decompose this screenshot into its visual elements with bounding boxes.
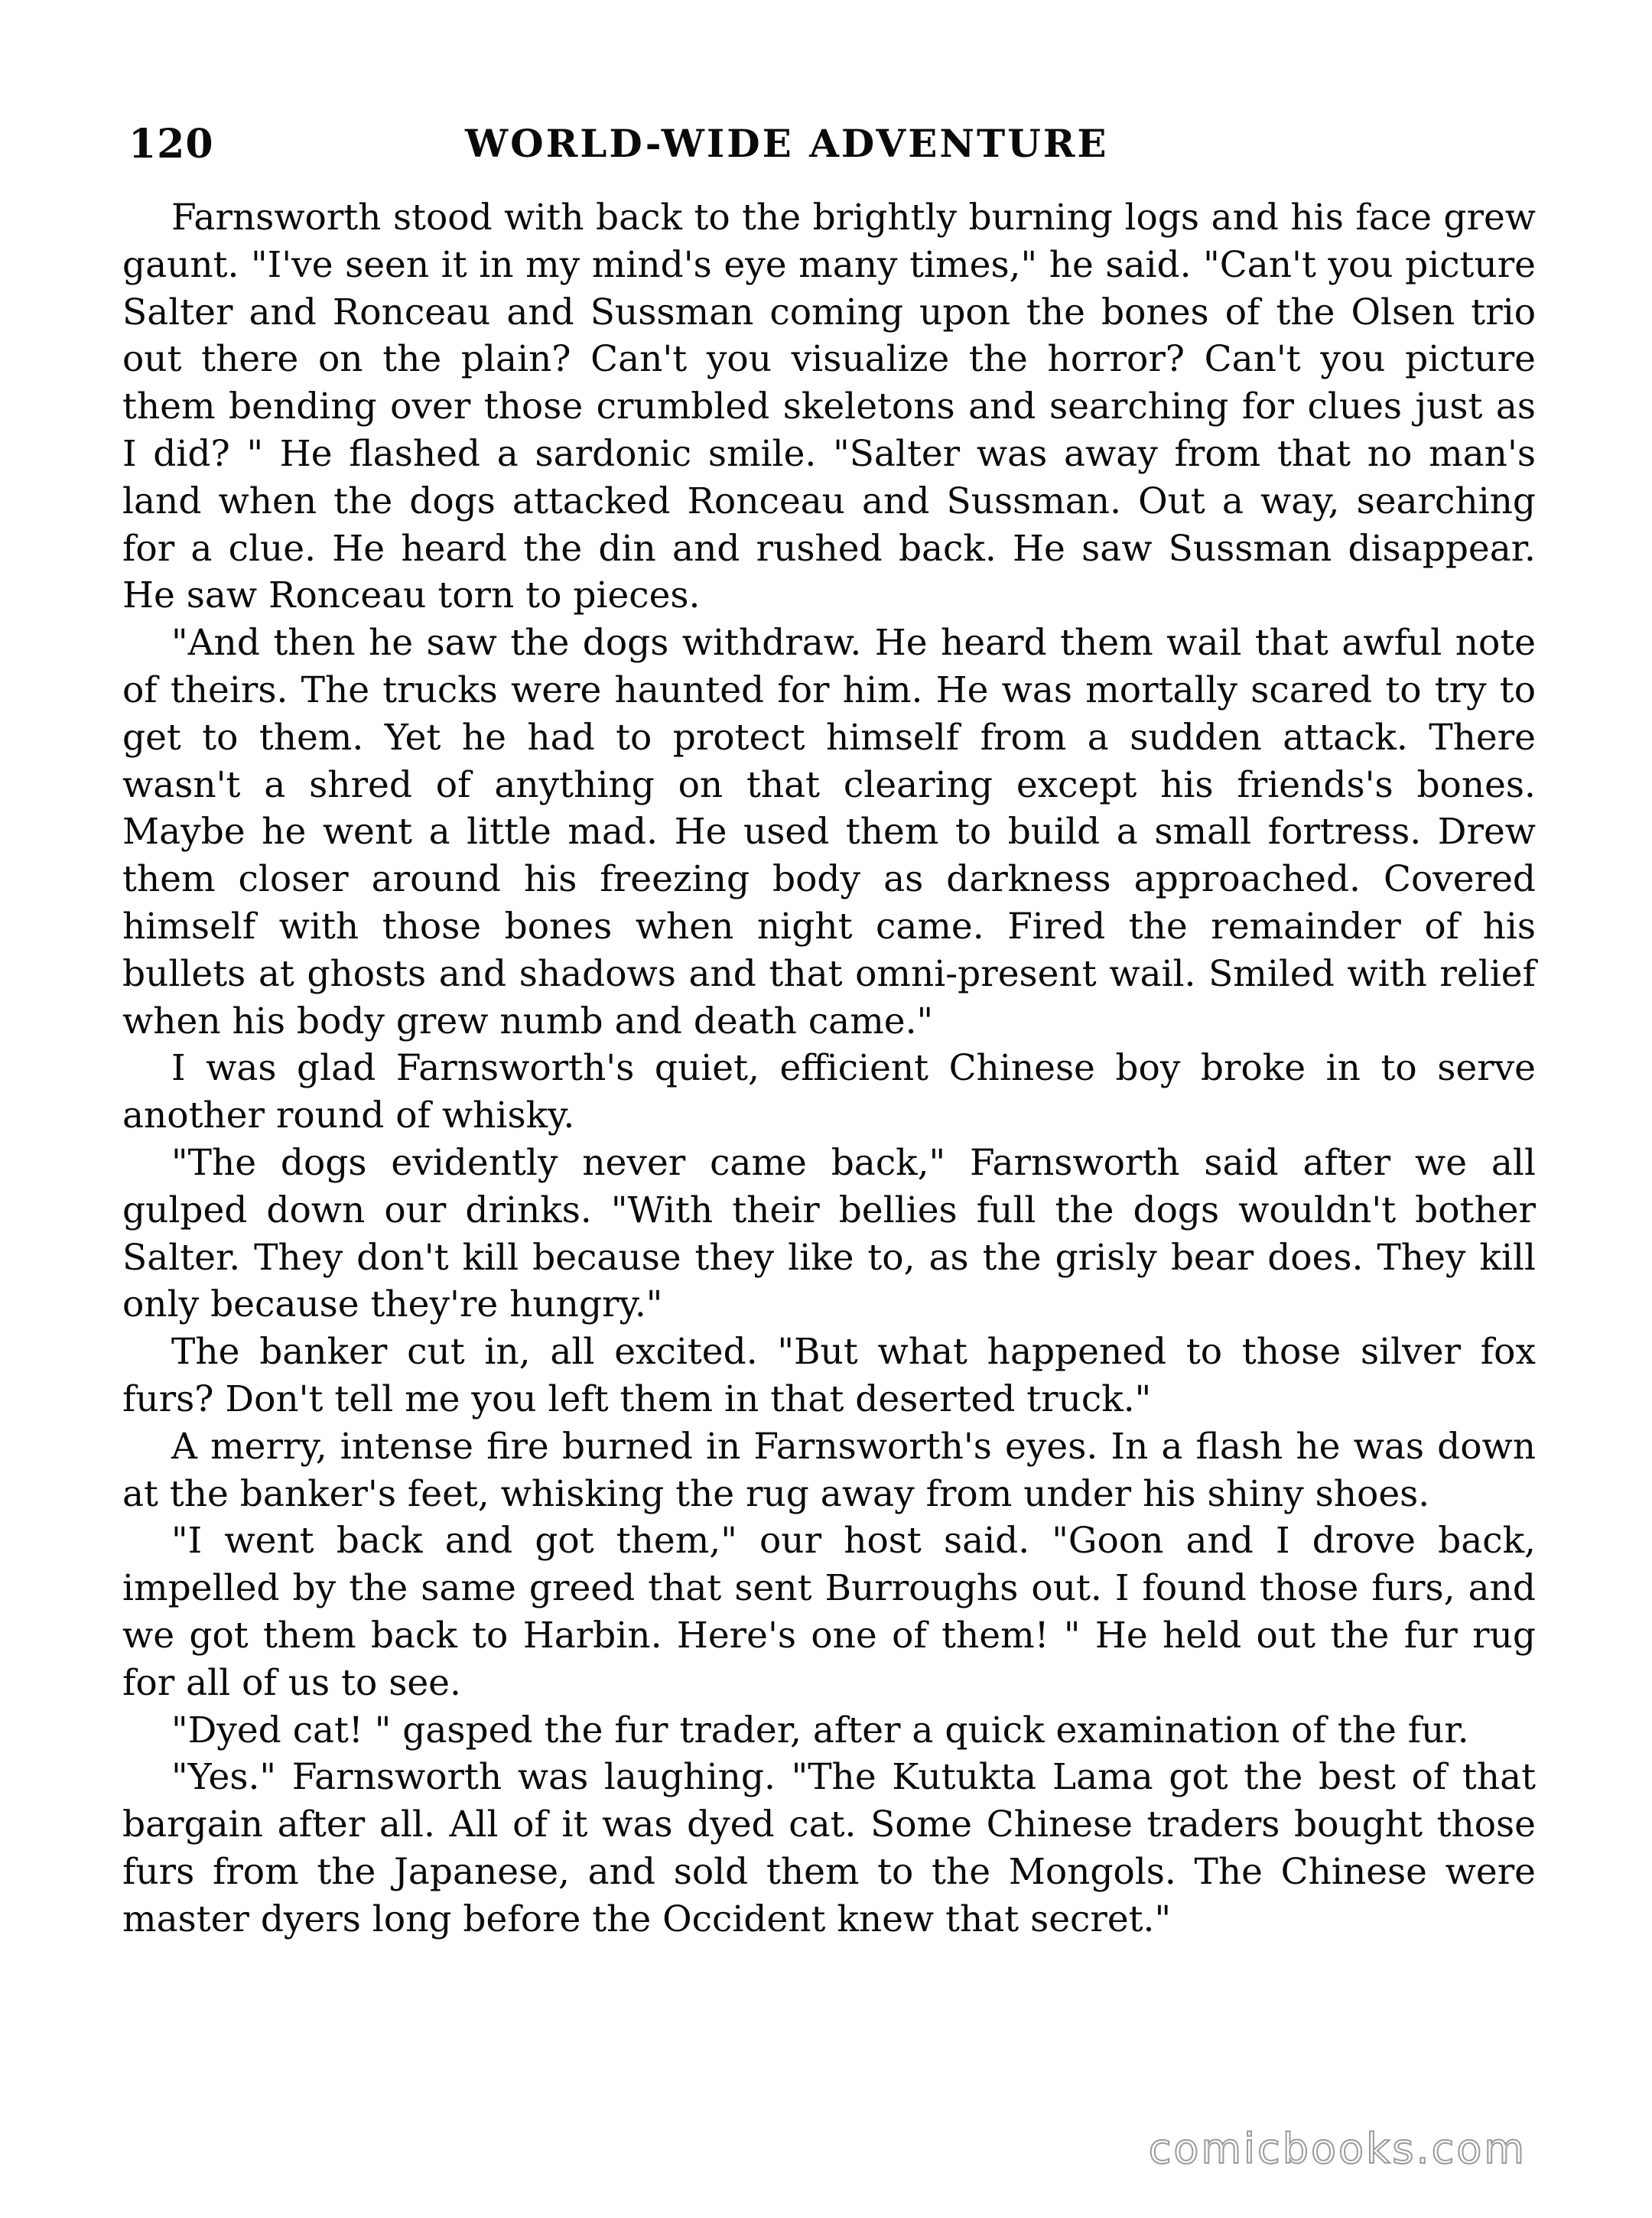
paragraph: The banker cut in, all excited. "But what happened to those silver fox furs? Don't tell me you left them in that deserted truck." — [122, 1331, 1536, 1420]
page-header — [128, 121, 1536, 182]
paragraph: A merry, intense fire burned in Farnsworth's eyes. In a flash he was down at the banker's feet, whisking the rug away from under his shiny shoes. — [122, 1425, 1536, 1515]
paragraph: Farnsworth stood with back to the brightly burning logs and his face grew gaunt. "I've seen it in my mind's eye many times," he said. "Can't you picture Salter and Ronceau and Sussman coming upon the bones of the Olsen trio out there on the plain? Can't you visualize the horror? Can't you picture them bending over those crumbled skeletons and searching for clues just as I did? " He flashed a sardonic smile. "Salter was away from that no man's land when the dogs attacked Ronceau and Sussman. Out a way, searching for a clue. He heard the din and rushed back. He saw Sussman disappear. He saw Ronceau torn to pieces. — [122, 197, 1536, 617]
body-text — [122, 194, 1536, 1943]
watermark: comicbooks.com — [1148, 2125, 1527, 2173]
paragraph: "Yes." Farnsworth was laughing. "The Kutukta Lama got the best of that bargain after all. All of it was dyed cat. Some Chinese traders bought those furs from the Japanese, and sold them to the Mongols. The Chinese were master dyers long before the Occident knew that secret." — [122, 1756, 1536, 1940]
paragraph: "I went back and got them," our host said. "Goon and I drove back, impelled by the same greed that sent Burroughs out. I found those furs, and we got them back to Harbin. Here's one of them! " He held out the fur rug for all of us to see. — [122, 1520, 1536, 1704]
running-title: WORLD-WIDE ADVENTURE — [465, 121, 1109, 166]
page-number: 120 — [128, 121, 214, 167]
paragraph: "Dyed cat! " gasped the fur trader, after a quick examination of the fur. — [171, 1709, 1469, 1751]
paragraph: "The dogs evidently never came back," Farnsworth said after we all gulped down our drinks. "With their bellies full the dogs wouldn't bother Salter. They don't kill because they like to, as the grisly bear does. They kill only because they're hungry." — [122, 1141, 1536, 1326]
paragraph: "And then he saw the dogs withdraw. He heard them wail that awful note of theirs. The trucks were haunted for him. He was mortally scared to try to get to them. Yet he had to protect himself from a sudden attack. There wasn't a shred of anything on that clearing except his friends's bones. Maybe he went a little mad. He used them to build a small fortress. Drew them closer around his freezing body as darkness approached. Covered himself with those bones when night came. Fired the remainder of his bullets at ghosts and shadows and that omni-present wail. Smiled with relief when his body grew numb and death came." — [122, 622, 1536, 1042]
paragraph: I was glad Farnsworth's quiet, efficient Chinese boy broke in to serve another round of whisky. — [122, 1047, 1536, 1137]
